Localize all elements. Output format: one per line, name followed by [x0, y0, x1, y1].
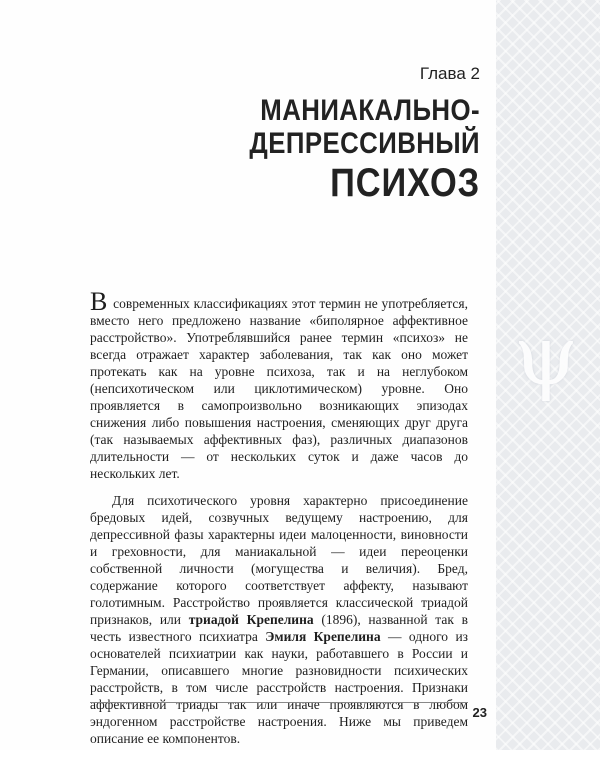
term-kraepelin-triad: триадой Крепелина	[188, 612, 314, 627]
chapter-label: Глава 2	[419, 64, 480, 83]
psi-symbol-icon: ψ	[513, 309, 578, 404]
title-line-3: ПСИХОЗ	[330, 161, 480, 205]
title-line-1: МАНИАКАЛЬНО-	[260, 94, 480, 127]
name-emil-kraepelin: Эмиля Крепелина	[265, 629, 381, 644]
drop-cap: В	[90, 287, 108, 316]
body-text	[90, 287, 469, 757]
page-number: 23	[472, 705, 487, 720]
paragraph-1	[90, 287, 468, 482]
paragraph-2-part-1: Для психотического уровня характерно присоединение бредовых идей, созвучных ведущему настроению, для депрессивной фазы характерны идеи малоценности, виновности и греховности, для маниакальной — идеи переоценки собственной личности (могущества и величия). Бред, содержание которого соответствует аффекту, называют голотимным. Расстройство проявляется классической триадой признаков, или	[90, 493, 468, 627]
title-line-2: ДЕПРЕССИВНЫЙ	[249, 127, 480, 160]
footer-divider	[90, 702, 468, 703]
paragraph-2-part-3: — одного из основателей психиатрии как науки, работавшего в России и Германии, описавшего многие разновидности психических расстройств, в том числе расстройств настроения. Признаки аффективной триады так или иначе проявляются в любом эндогенном расстройстве настроения. Ниже мы приведем описание ее компонентов.	[90, 629, 469, 746]
decorative-side-strip	[496, 0, 600, 750]
paragraph-2-part-2: (1896), названной так в честь известного психиатра	[90, 612, 468, 644]
paragraph-2	[90, 492, 468, 747]
paragraph-1-text: современных классификациях этот термин не употребляется, вместо него предложено название «биполярное аффективное расстройство». Употреблявшийся ранее термин «психоз» не всегда отражает характер заболевания, так как оно может протекать как на уровне психоза, так и на неглубоком (непсихотическом или циклотимическом) уровне. Оно проявляется в самопроизвольно возникающих эпизодах снижения либо повышения настроения, сменяющих друг друга (так называемых аффективных фаз), различных диапазонов длительности — от нескольких суток и даже часов до нескольких лет.	[90, 296, 468, 481]
chapter-title	[196, 94, 480, 205]
